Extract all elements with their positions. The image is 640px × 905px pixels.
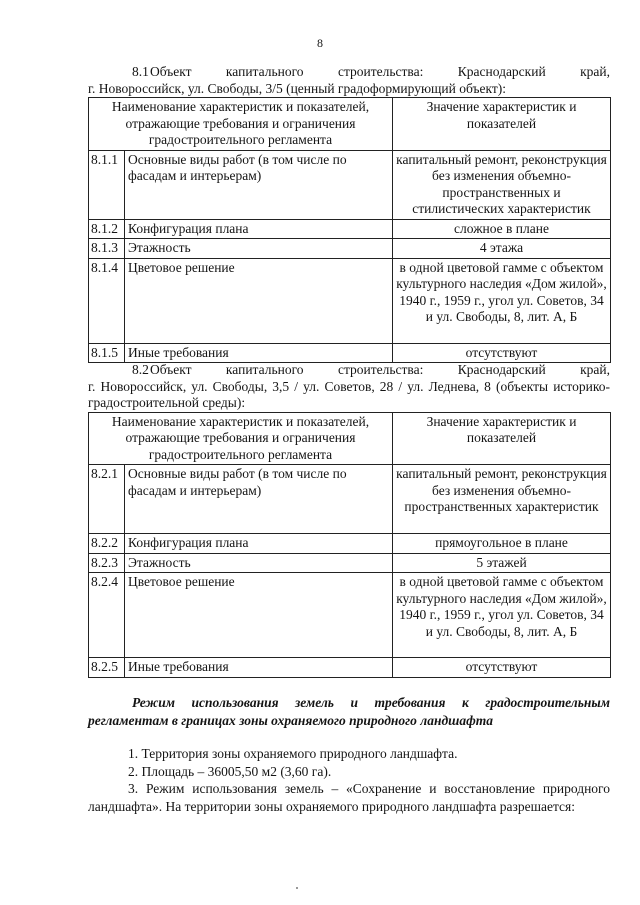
requirements-table xyxy=(88,412,611,678)
table-header-row xyxy=(89,412,611,465)
table-header-cell: Значение характеристик и показателей xyxy=(393,412,611,465)
table-header-cell: Наименование характеристик и показателей, отражающие требования и ограничения градостроительного регламента xyxy=(89,98,393,151)
row-number: 8.2.3 xyxy=(89,553,125,573)
section-number: 8.2 xyxy=(132,362,149,377)
intro-line: Объект капитального строительства: Краснодарский край, xyxy=(150,64,610,79)
row-name: Иные требования xyxy=(125,658,393,678)
row-value: капитальный ремонт, реконструкция без изменения объемно-пространственных и стилистических характеристик xyxy=(393,150,611,219)
row-value: прямоугольное в плане xyxy=(393,534,611,554)
row-name: Этажность xyxy=(125,239,393,259)
row-number: 8.1.3 xyxy=(89,239,125,259)
row-name: Основные виды работ (в том числе по фасадам и интерьерам) xyxy=(125,150,393,219)
heading-line: регламентам в границах зоны охраняемого природного ландшафта xyxy=(88,713,494,728)
row-number: 8.1.5 xyxy=(89,343,125,363)
intro-line: г. Новороссийск, ул. Свободы, 3/5 (ценный градоформирующий объект): xyxy=(88,80,507,96)
row-value: отсутствуют xyxy=(393,343,611,363)
table-header-cell: Наименование характеристик и показателей, отражающие требования и ограничения градостроительного регламента xyxy=(89,412,393,465)
table-row xyxy=(89,534,611,554)
table-row xyxy=(89,239,611,259)
table-row xyxy=(89,553,611,573)
table-row xyxy=(89,150,611,219)
row-name: Конфигурация плана xyxy=(125,534,393,554)
row-name: Этажность xyxy=(125,553,393,573)
scan-speck xyxy=(296,887,298,889)
row-value: отсутствуют xyxy=(393,658,611,678)
section-8-2 xyxy=(88,362,610,678)
section-8-1 xyxy=(88,64,610,363)
row-number: 8.1.1 xyxy=(89,150,125,219)
table-row xyxy=(89,465,611,534)
section-intro xyxy=(88,64,610,97)
page-number: 8 xyxy=(317,36,323,50)
row-number: 8.2.4 xyxy=(89,573,125,658)
section-heading xyxy=(88,694,610,730)
row-name: Основные виды работ (в том числе по фасадам и интерьерам) xyxy=(125,465,393,534)
row-number: 8.1.4 xyxy=(89,258,125,343)
row-value: в одной цветовой гамме с объектом культурного наследия «Дом жилой», 1940 г., 1959 г., угол ул. Советов, 34 и ул. Свободы, 8, лит. А, Б xyxy=(393,573,611,658)
intro-line: Объект капитального строительства: Краснодарский край, xyxy=(150,362,610,377)
row-number: 8.2.2 xyxy=(89,534,125,554)
table-row xyxy=(89,219,611,239)
table-header-cell: Значение характеристик и показателей xyxy=(393,98,611,151)
row-number: 8.2.1 xyxy=(89,465,125,534)
heading-line: Режим использования земель и требования к градостроительным xyxy=(132,695,610,710)
table-row xyxy=(89,343,611,363)
table-header-row xyxy=(89,98,611,151)
row-name: Конфигурация плана xyxy=(125,219,393,239)
paragraph: 3. Режим использования земель – «Сохранение и восстановление природного ландшафта». На территории зоны охраняемого природного ландшафта разрешается: xyxy=(88,781,610,814)
row-number: 8.2.5 xyxy=(89,658,125,678)
row-value: 4 этажа xyxy=(393,239,611,259)
paragraph: 2. Площадь – 36005,50 м2 (3,60 га). xyxy=(128,763,332,779)
row-name: Иные требования xyxy=(125,343,393,363)
row-name: Цветовое решение xyxy=(125,573,393,658)
body-paragraphs xyxy=(88,745,610,815)
requirements-table xyxy=(88,97,611,363)
paragraph: 1. Территория зоны охраняемого природного ландшафта. xyxy=(128,746,458,761)
table-row xyxy=(89,573,611,658)
section-intro xyxy=(88,362,610,412)
table-row xyxy=(89,258,611,343)
row-value: 5 этажей xyxy=(393,553,611,573)
intro-line: г. Новороссийск, ул. Свободы, 3,5 / ул. Советов, 28 / ул. Леднева, 8 (объекты историко-градостроительной среды): xyxy=(88,378,610,410)
row-value: в одной цветовой гамме с объектом культурного наследия «Дом жилой», 1940 г., 1959 г., угол ул. Советов, 34 и ул. Свободы, 8, лит. А, Б xyxy=(393,258,611,343)
row-name: Цветовое решение xyxy=(125,258,393,343)
section-number: 8.1 xyxy=(132,64,149,79)
row-number: 8.1.2 xyxy=(89,219,125,239)
row-value: капитальный ремонт, реконструкция без изменения объемно-пространственных характеристик xyxy=(393,465,611,534)
row-value: сложное в плане xyxy=(393,219,611,239)
table-row xyxy=(89,658,611,678)
